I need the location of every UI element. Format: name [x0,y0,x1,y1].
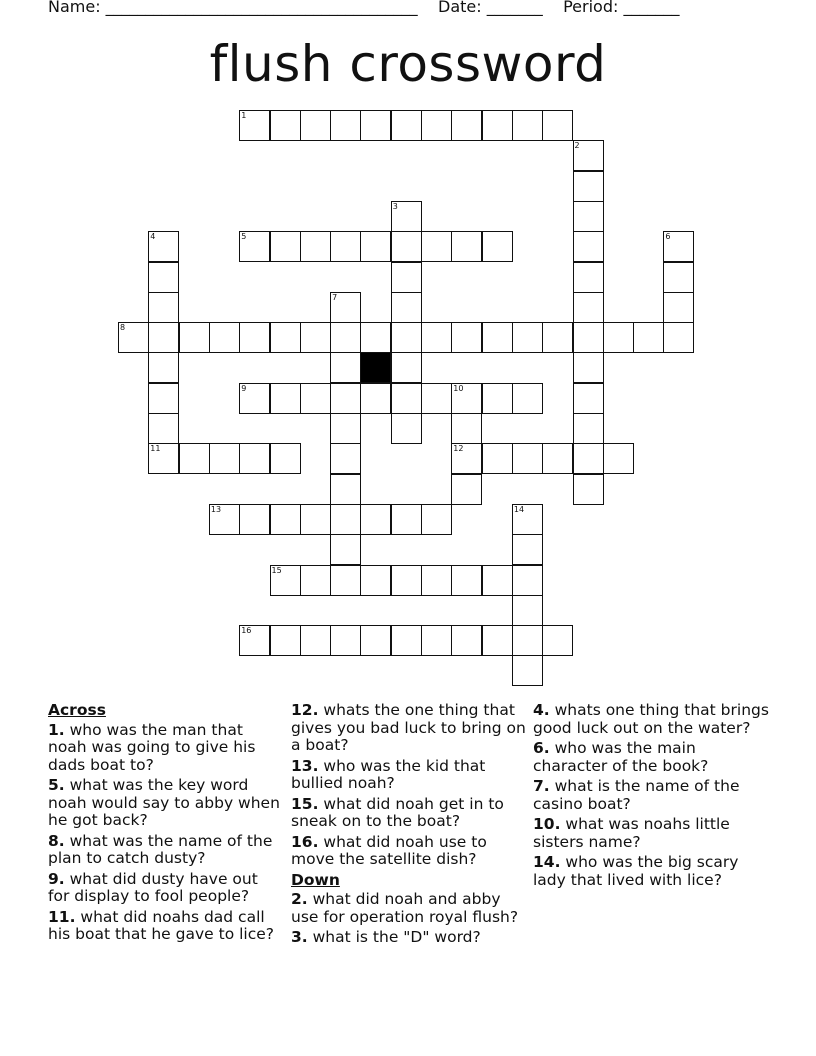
crossword-cell[interactable] [573,443,604,474]
clue-down-2: 2. what did noah and abby use for operation royal flush? [291,890,519,926]
clues-column-1 [48,702,284,947]
crossword-cell[interactable] [512,443,543,474]
crossword-cell[interactable] [330,534,361,565]
crossword-cell[interactable] [512,595,543,626]
crossword-cell[interactable] [451,231,482,262]
crossword-cell[interactable] [512,383,543,414]
clue-number: 3 [392,201,398,211]
crossword-cell[interactable] [360,231,391,262]
crossword-cell[interactable] [148,413,179,444]
crossword-cell[interactable] [573,352,604,383]
crossword-cell[interactable] [330,504,361,535]
crossword-cell[interactable] [391,625,422,656]
crossword-cell[interactable] [148,383,179,414]
crossword-cell[interactable] [391,504,422,535]
crossword-cell[interactable] [542,443,573,474]
clue-down-6: 6. who was the main character of the book? [533,739,709,775]
clue-across-11: 11. what did noahs dad call his boat that he gave to lice? [48,907,275,943]
clue-number: 8 [120,323,126,333]
crossword-cell[interactable] [512,565,543,596]
clue-down-3: 3. what is the "D" word? [291,928,481,946]
crossword-cell[interactable] [663,292,694,323]
clue-number: 10 [453,383,464,393]
crossword-cell[interactable] [179,443,210,474]
crossword-cell[interactable] [300,322,331,353]
crossword-cell[interactable] [239,443,270,474]
crossword-cell[interactable] [330,474,361,505]
clue-number: 5 [241,232,247,242]
crossword-cell[interactable] [542,625,573,656]
crossword-cell[interactable] [573,262,604,293]
crossword-cell[interactable] [482,231,513,262]
clue-number: 15 [271,565,282,575]
clue-across-1: 1. who was the man that noah was going to give his dads boat to? [48,720,256,774]
crossword-cell[interactable] [391,231,422,262]
clue-down-14: 14. who was the big scary lady that lived with lice? [533,853,739,889]
crossword-cell[interactable] [482,322,513,353]
crossword-cell[interactable] [421,625,452,656]
crossword-cell[interactable] [512,625,543,656]
crossword-cell[interactable] [330,443,361,474]
crossword-cell[interactable] [573,171,604,202]
crossword-cell[interactable] [391,352,422,383]
clue-number: 4 [150,232,156,242]
crossword-cell[interactable] [633,322,664,353]
clue-number: 13 [210,504,222,514]
crossword-cell[interactable] [360,565,391,596]
clue-across-16: 16. what did noah use to move the satellite dish? [291,832,487,868]
crossword-cell[interactable] [482,565,513,596]
crossword-cell[interactable] [330,322,361,353]
crossword-cell[interactable] [482,110,513,141]
clue-number: 14 [513,504,525,514]
crossword-cell[interactable] [300,383,331,414]
clue-down-10: 10. what was noahs little sisters name? [533,815,730,851]
crossword-cell[interactable] [330,110,361,141]
crossword-cell[interactable] [573,292,604,323]
crossword-cell[interactable] [270,322,301,353]
clues-column-2 [291,702,527,950]
crossword-cell[interactable] [391,262,422,293]
clue-number: 11 [150,444,161,454]
crossword-cell[interactable] [330,352,361,383]
crossword-cell[interactable] [300,110,331,141]
crossword-cell[interactable] [360,625,391,656]
crossword-cell[interactable] [482,443,513,474]
crossword-cell[interactable] [148,352,179,383]
crossword-cell[interactable] [512,534,543,565]
crossword-cell[interactable] [391,413,422,444]
crossword-cell[interactable] [573,322,604,353]
crossword-cell[interactable] [330,383,361,414]
crossword-cell[interactable] [573,474,604,505]
crossword-cell[interactable] [300,625,331,656]
crossword-cell[interactable] [421,565,452,596]
crossword-cell[interactable] [421,322,452,353]
crossword-cell[interactable] [573,413,604,444]
clue-across-9: 9. what did dusty have out for display to fool people? [48,869,258,905]
crossword-cell[interactable] [663,322,694,353]
down-heading: Down [291,870,340,889]
crossword-cell[interactable] [300,565,331,596]
clue-across-5: 5. what was the key word noah would say to abby when he got back? [48,776,280,829]
crossword-cell[interactable] [148,322,179,353]
crossword-cell[interactable] [573,201,604,232]
page-title: flush crossword [209,35,607,93]
crossword-cell[interactable] [573,383,604,414]
clue-down-4: 4. whats one thing that brings good luck out on the water? [533,701,769,737]
crossword-cell[interactable] [391,383,422,414]
crossword-cell[interactable] [239,504,270,535]
clue-number: 1 [241,111,247,120]
crossword-cell[interactable] [391,110,422,141]
crossword-cell[interactable] [330,565,361,596]
black-square [360,352,391,383]
clue-across-15: 15. what did noah get in to sneak on to the boat? [291,794,504,830]
crossword-cell[interactable] [451,625,482,656]
crossword-cell[interactable] [239,322,270,353]
crossword-cell[interactable] [451,322,482,353]
crossword-cell[interactable] [209,443,240,474]
clue-number: 7 [332,292,338,302]
crossword-cell[interactable] [421,383,452,414]
crossword-cell[interactable] [360,322,391,353]
clue-number: 16 [241,626,252,636]
crossword-cell[interactable] [421,231,452,262]
crossword-cell[interactable] [512,655,543,686]
crossword-cell[interactable] [270,110,301,141]
crossword-cell[interactable] [270,625,301,656]
crossword-cell[interactable] [451,413,482,444]
crossword-cell[interactable] [573,231,604,262]
crossword-cell[interactable] [270,443,301,474]
crossword-cell[interactable] [209,322,240,353]
crossword-cell[interactable] [421,504,452,535]
crossword-cell[interactable] [179,322,210,353]
crossword-cell[interactable] [482,383,513,414]
crossword-cell[interactable] [300,504,331,535]
crossword-cell[interactable] [542,322,573,353]
crossword-cell[interactable] [482,625,513,656]
crossword-cell[interactable] [270,383,301,414]
crossword-cell[interactable] [512,322,543,353]
crossword-cell[interactable] [148,262,179,293]
crossword-cell[interactable] [391,565,422,596]
crossword-cell[interactable] [330,231,361,262]
crossword-cell[interactable] [360,110,391,141]
crossword-cell[interactable] [330,413,361,444]
crossword-cell[interactable] [270,231,301,262]
across-heading: Across [48,701,106,719]
clue-number: 9 [241,383,247,393]
crossword-cell[interactable] [451,110,482,141]
clue-number: 6 [665,232,671,242]
crossword-cell[interactable] [663,262,694,293]
crossword-cell[interactable] [512,110,543,141]
crossword-cell[interactable] [148,292,179,323]
clue-number: 2 [574,141,580,151]
name-date-period-line: Name: _______________________________________ Date: _______ Period: _______ [48,0,680,16]
crossword-cell[interactable] [330,625,361,656]
crossword-cell[interactable] [603,322,634,353]
crossword-cell[interactable] [542,110,573,141]
clues-column-3 [533,702,769,892]
crossword-cell[interactable] [451,474,482,505]
crossword-cell[interactable] [391,292,422,323]
clue-number: 12 [453,444,464,454]
crossword-cell[interactable] [360,504,391,535]
crossword-cell[interactable] [360,383,391,414]
crossword-cell[interactable] [603,443,634,474]
crossword-cell[interactable] [300,231,331,262]
crossword-cell[interactable] [270,504,301,535]
clue-across-13: 13. who was the kid that bullied noah? [291,756,486,792]
clue-across-12: 12. whats the one thing that gives you bad luck to bring on a boat? [291,701,526,754]
crossword-cell[interactable] [421,110,452,141]
clue-down-7: 7. what is the name of the casino boat? [533,777,740,813]
crossword-cell[interactable] [391,322,422,353]
clue-across-8: 8. what was the name of the plan to catch dusty? [48,831,273,867]
crossword-cell[interactable] [451,565,482,596]
